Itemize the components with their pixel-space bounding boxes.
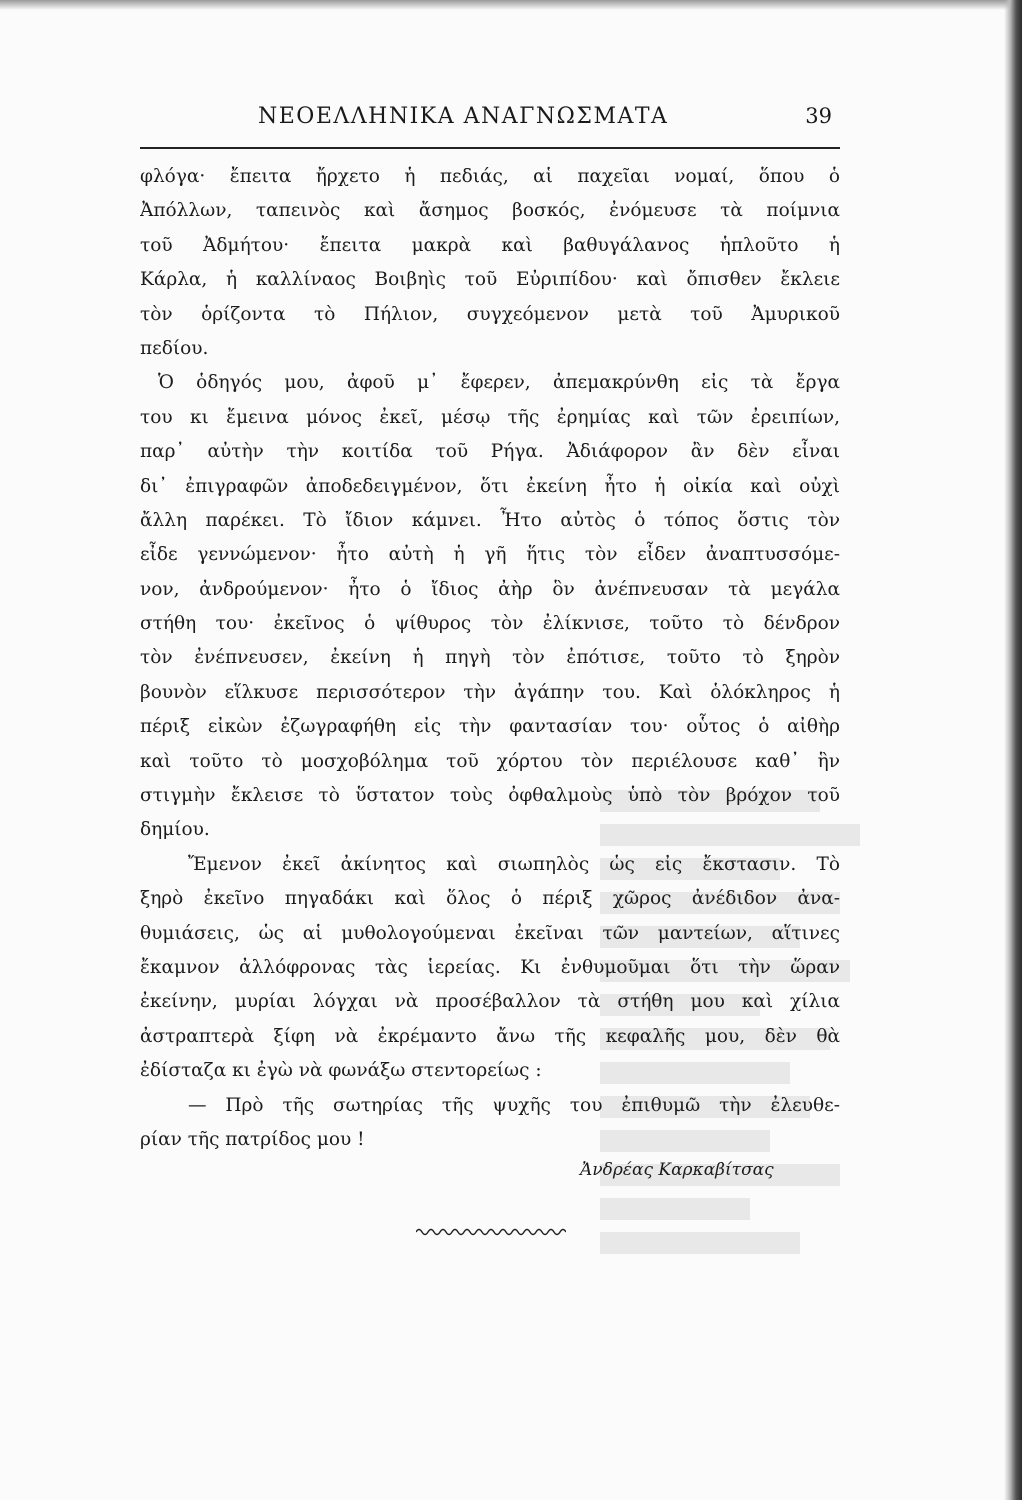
text-line: του κι ἔμεινα μόνος ἐκεῖ, μέσῳ τῆς ἐρημίας καὶ τῶν ἐρειπίων,	[140, 406, 840, 428]
running-head	[150, 104, 840, 144]
text-line: — Πρὸ τῆς σωτηρίας τῆς ψυχῆς του ἐπιθυμῶ τὴν ἐλευθε-	[188, 1094, 840, 1116]
text-line: τὸν ἐνέπνευσεν, ἐκείνη ἡ πηγὴ τὸν ἐπότισε, τοῦτο τὸ ξηρὸν	[140, 647, 840, 669]
text-line: ρίαν τῆς πατρίδος μου !	[140, 1128, 365, 1150]
text-line: τοῦ Ἀδμήτου· ἔπειτα μακρὰ καὶ βαθυγάλανος ἡπλοῦτο ἡ	[140, 234, 840, 256]
text-line: θυμιάσεις, ὡς αἱ μυθολογούμεναι ἐκεῖναι τῶν μαντείων, αἵτινες	[140, 922, 840, 944]
text-line: εἶδε γεννώμενον· ἦτο αὐτὴ ἡ γῆ ἥτις τὸν εἶδεν ἀναπτυσσόμε-	[140, 544, 840, 566]
wavy-divider-ornament	[416, 1226, 566, 1238]
page-number: 39	[805, 104, 832, 128]
author-signature: Ἀνδρέας Καρκαβίτσας	[580, 1160, 774, 1180]
text-line: στήθη του· ἐκεῖνος ὁ ψίθυρος τὸν ἐλίκνισε, τοῦτο τὸ δένδρον	[140, 613, 840, 635]
text-line: ἄλλη παρέκει. Τὸ ἴδιον κάμνει. Ἦτο αὐτὸς ὁ τόπος ὅστις τὸν	[140, 509, 840, 531]
text-line: ἐδίσταζα κι ἐγὼ νὰ φωνάξω στεντορείως :	[140, 1060, 542, 1082]
text-line: Ὁ ὁδηγός μου, ἀφοῦ μ᾽ ἔφερεν, ἀπεμακρύνθη εἰς τὰ ἔργα	[158, 372, 840, 394]
text-line: δι᾽ ἐπιγραφῶν ἀποδεδειγμένον, ὅτι ἐκείνη ἦτο ἡ οἰκία καὶ οὐχὶ	[140, 475, 840, 497]
text-line: βουνὸν εἵλκυσε περισσότερον τὴν ἀγάπην του. Καὶ ὁλόκληρος ἡ	[140, 681, 840, 703]
scan-shadow-right	[1004, 0, 1022, 1500]
text-line: Κάρλα, ἡ καλλίναος Βοιβηὶς τοῦ Εὐριπίδου· καὶ ὄπισθεν ἔκλειε	[140, 269, 840, 291]
text-line: πεδίου.	[140, 337, 209, 359]
text-line: καὶ τοῦτο τὸ μοσχοβόλημα τοῦ χόρτου τὸν περιέλουσε καθ᾽ ἣν	[140, 750, 840, 772]
header-rule	[140, 147, 840, 149]
text-line: Ἔμενον ἐκεῖ ἀκίνητος καὶ σιωπηλὸς ὡς εἰς ἔκστασιν. Τὸ	[188, 853, 840, 875]
text-line: ἔκαμνον ἀλλόφρονας τὰς ἱερείας. Κι ἐνθυμοῦμαι ὅτι τὴν ὥραν	[140, 956, 840, 978]
text-line: δημίου.	[140, 819, 210, 841]
text-line: πέριξ εἰκὼν ἐζωγραφήθη εἰς τὴν φαντασίαν του· οὗτος ὁ αἰθὴρ	[140, 716, 840, 738]
text-line: νον, ἀνδρούμενον· ἦτο ὁ ἴδιος ἀὴρ ὃν ἀνέπνευσαν τὰ μεγάλα	[140, 578, 840, 600]
text-line: ἐκείνην, μυρίαι λόγχαι νὰ προσέβαλλον τὰ στήθη μου καὶ χίλια	[140, 991, 840, 1013]
text-line: ἀστραπτερὰ ξίφη νὰ ἐκρέμαντο ἄνω τῆς κεφαλῆς μου, δὲν θὰ	[140, 1025, 840, 1047]
text-line: φλόγα· ἔπειτα ἤρχετο ἡ πεδιάς, αἱ παχεῖαι νομαί, ὅπου ὁ	[140, 166, 840, 187]
text-line: τὸν ὁρίζοντα τὸ Πήλιον, συγχεόμενον μετὰ τοῦ Ἀμυρικοῦ	[140, 303, 840, 325]
text-line: ξηρὸ ἐκεῖνο πηγαδάκι καὶ ὅλος ὁ πέριξ χῶρος ἀνέδιδον ἀνα-	[140, 888, 840, 910]
text-line: Ἀπόλλων, ταπεινὸς καὶ ἄσημος βοσκός, ἐνόμευσε τὰ ποίμνια	[140, 200, 840, 222]
running-title: ΝΕΟΕΛΛΗΝΙΚΑ ΑΝΑΓΝΩΣΜΑΤΑ	[258, 104, 669, 129]
text-line: παρ᾽ αὐτὴν τὴν κοιτίδα τοῦ Ρήγα. Ἀδιάφορον ἂν δὲν εἶναι	[140, 441, 840, 463]
text-line: στιγμὴν ἔκλεισε τὸ ὕστατον τοὺς ὀφθαλμοὺς ὑπὸ τὸν βρόχον τοῦ	[140, 785, 840, 807]
body-text	[140, 160, 840, 1157]
scan-shadow-top	[0, 0, 1022, 10]
